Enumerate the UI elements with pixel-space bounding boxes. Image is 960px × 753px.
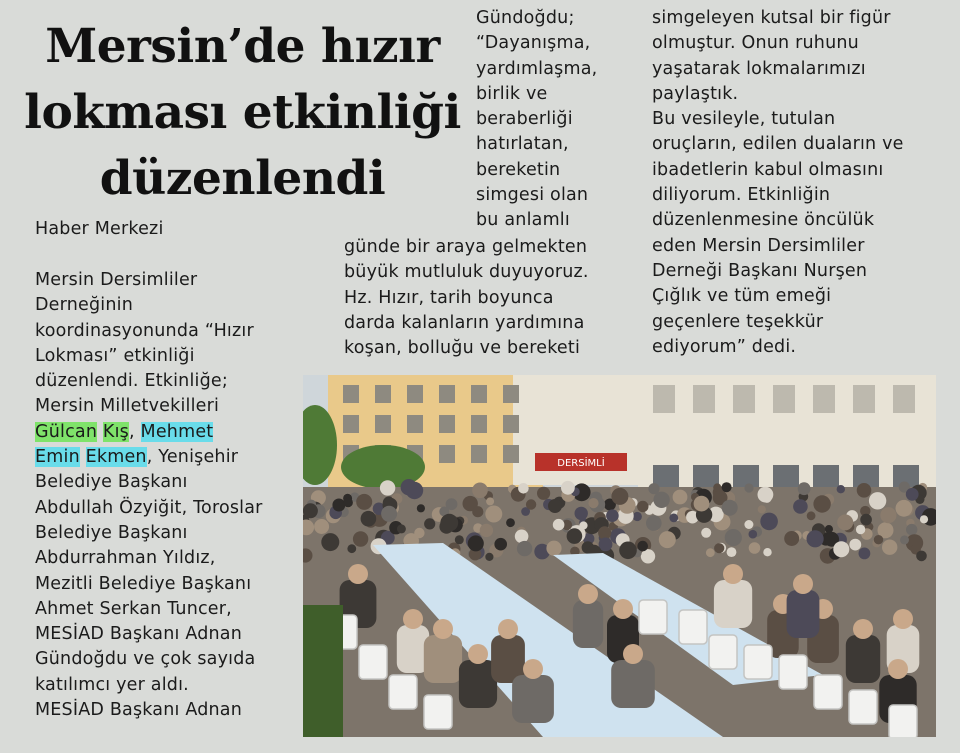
body-line: MESİAD Başkanı Adnan (35, 700, 243, 721)
body-line: düzenlenmesine öncülük (652, 210, 875, 231)
photo-crowd-person (517, 541, 532, 556)
photo-chair (779, 655, 807, 689)
photo-crowd-person (849, 539, 861, 551)
photo-crowd-person (760, 513, 778, 531)
photo-crowd-person (486, 497, 494, 505)
photo-crowd-person (744, 520, 753, 529)
photo-window (733, 385, 755, 413)
photo-person-head (793, 574, 813, 594)
photo-crowd-person (537, 487, 550, 500)
photo-person-head (613, 599, 633, 619)
body-line: Çığlık ve tüm emeği (652, 286, 832, 307)
photo-crowd-person (825, 525, 833, 533)
photo-window (407, 415, 423, 433)
photo-window (343, 385, 359, 403)
body-line: Belediye Başkanı (35, 472, 188, 493)
photo-crowd-person (874, 535, 883, 544)
photo-crowd-person (397, 524, 406, 533)
body-line: diliyorum. Etkinliğin (652, 185, 831, 206)
headline-line-2: lokması etkinliği (24, 85, 461, 140)
photo-crowd-person (722, 482, 732, 492)
photo-crowd-person (575, 507, 588, 520)
body-line: ibadetlerin kabul olmasını (652, 159, 884, 180)
photo-crowd-person (669, 514, 678, 523)
photo-crowd-person (417, 504, 425, 512)
photo-crowd-person (606, 509, 619, 522)
body-text-segment: , Yenişehir (146, 447, 239, 468)
body-line: düzenlendi. Etkinliğe; (35, 371, 228, 392)
article-column-2-wide (344, 235, 589, 361)
body-line: bu anlamlı (476, 210, 570, 231)
photo-crowd-person (494, 538, 507, 551)
photo-crowd-person (807, 511, 816, 520)
photo-crowd-person (646, 515, 662, 531)
body-line: eden Mersin Dersimliler (652, 235, 865, 256)
photo-crowd-person (353, 531, 368, 546)
photo-chair (849, 690, 877, 724)
event-photo-illustration (303, 375, 936, 737)
photo-crowd-person (518, 483, 529, 494)
photo-crowd-person (920, 515, 928, 523)
photo-crowd-person (860, 514, 872, 526)
body-line: yaşatarak lokmalarımızı (652, 58, 866, 79)
body-line: Gündoğdu ve çok sayıda (35, 649, 256, 670)
photo-seated-person (512, 675, 554, 723)
body-line: simgesi olan (476, 185, 589, 206)
photo-crowd-person (727, 547, 737, 557)
photo-crowd-person (440, 514, 458, 532)
body-line: Ahmet Serkan Tuncer, (35, 598, 232, 619)
photo-crowd-person (725, 529, 742, 546)
photo-person-head (893, 609, 913, 629)
photo-crowd-person (356, 494, 372, 510)
photo-crowd-person (749, 542, 761, 554)
body-line: birlik ve (476, 83, 548, 104)
body-line: darda kalanların yardımına (344, 312, 585, 333)
article-column-3 (652, 6, 904, 360)
photo-crowd-person (579, 521, 587, 529)
photo-crowd-person (837, 485, 845, 493)
headline-line-1: Mersin’de hızır (45, 19, 440, 74)
photo-crowd-person (758, 487, 774, 503)
photo-crowd-person (347, 544, 356, 553)
photo-crowd-person (506, 518, 515, 527)
photo-window (693, 385, 715, 413)
photo-crowd-person (763, 548, 771, 556)
photo-window (653, 385, 675, 413)
photo-crowd-person (659, 531, 676, 548)
body-line: Gündoğdu; (476, 8, 575, 28)
body-line: Abdurrahman Yıldız, (35, 548, 216, 569)
body-line: Bu vesileyle, tutulan (652, 109, 836, 130)
photo-window (471, 445, 487, 463)
body-line: Hz. Hızır, tarih boyunca (344, 287, 554, 308)
article-headline (20, 14, 465, 212)
body-line: paylaştık. (652, 83, 739, 104)
photo-crowd-person (882, 540, 897, 555)
photo-crowd-person (749, 530, 758, 539)
photo-window (813, 385, 835, 413)
photo-window (343, 415, 359, 433)
photo-person-head (433, 619, 453, 639)
photo-seated-person (787, 590, 820, 638)
photo-crowd-person (906, 524, 917, 535)
photo-crowd-person (637, 501, 648, 512)
photo-crowd-person (588, 498, 598, 508)
highlight-name-mehmet: Mehmet (140, 421, 214, 442)
photo-window (503, 385, 519, 403)
photo-crowd-person (472, 483, 488, 499)
photo-crowd-person (424, 518, 435, 529)
photo-crowd-person (784, 531, 799, 546)
photo-crowd-person (916, 551, 927, 562)
photo-seated-person (846, 635, 880, 683)
photo-person-head (853, 619, 873, 639)
photo-crowd-person (637, 541, 648, 552)
photo-crowd-person (833, 541, 849, 557)
photo-crowd-person (857, 483, 872, 498)
photo-window (503, 445, 519, 463)
photo-crowd-person (906, 488, 919, 501)
photo-crowd-person (515, 530, 529, 544)
photo-crowd-person (859, 548, 871, 560)
body-line: bereketin (476, 159, 561, 180)
photo-crowd-person (653, 492, 669, 508)
photo-crowd-person (807, 530, 824, 547)
photo-crowd-person (706, 548, 715, 557)
photo-crowd-person (303, 503, 318, 518)
photo-person-head (723, 564, 743, 584)
body-line: beraberliği (476, 109, 573, 130)
body-line-mp2 (35, 445, 263, 470)
photo-crowd-person (856, 525, 865, 534)
body-line: oruçların, edilen duaların ve (652, 134, 904, 155)
photo-crowd-person (526, 499, 536, 509)
photo-window (439, 385, 455, 403)
photo-crowd-person (837, 514, 853, 530)
photo-crowd-person (553, 519, 565, 531)
body-line: Mersin Milletvekilleri (35, 396, 220, 417)
photo-window (773, 385, 795, 413)
photo-chair (359, 645, 387, 679)
photo-person-head (348, 564, 368, 584)
photo-crowd-person (468, 535, 484, 551)
photo-crowd-person (561, 481, 575, 495)
photo-crowd-person (813, 495, 830, 512)
comma-separator: , (128, 421, 135, 442)
photo-chair (814, 675, 842, 709)
body-line: ediyorum” dedi. (652, 336, 797, 357)
photo-person-head (623, 644, 643, 664)
photo-crowd-person (321, 533, 339, 551)
body-line: geçenlere teşekkür (652, 311, 824, 332)
photo-crowd-person (485, 553, 493, 561)
event-photo (303, 375, 936, 737)
body-line: simgeleyen kutsal bir figür (652, 8, 891, 28)
highlight-name-kis: Kış (102, 421, 129, 442)
photo-crowd-person (758, 505, 766, 513)
photo-window (503, 415, 519, 433)
photo-crowd-person (896, 500, 913, 517)
body-line: Belediye Başkanı (35, 522, 188, 543)
photo-crowd-person (619, 542, 637, 560)
photo-crowd-person (381, 506, 397, 522)
photo-window (853, 385, 875, 413)
body-line: Mersin Dersimliler (35, 270, 198, 290)
photo-crowd-person (567, 528, 583, 544)
photo-person-head (888, 659, 908, 679)
photo-crowd-person (598, 526, 611, 539)
photo-plants (303, 605, 343, 737)
body-line: günde bir araya gelmekten (344, 237, 588, 257)
photo-crowd-person (900, 535, 909, 544)
photo-crowd-person (611, 488, 628, 505)
body-line: büyük mutluluk duyuyoruz. (344, 262, 589, 283)
photo-chair (639, 600, 667, 634)
body-line: koşan, bolluğu ve bereketi (344, 338, 581, 359)
body-line: Derneğinin (35, 295, 134, 316)
highlight-name-ekmen: Ekmen (85, 447, 147, 468)
photo-seated-person (424, 635, 462, 683)
photo-crowd-person (401, 479, 417, 495)
highlight-name-gulcan: Gülcan (35, 421, 98, 442)
photo-crowd-person (713, 483, 721, 491)
body-line: yardımlaşma, (476, 58, 598, 79)
body-line: Derneği Başkanı Nurşen (652, 260, 868, 281)
photo-window (375, 385, 391, 403)
photo-window (407, 385, 423, 403)
photo-crowd-person (332, 499, 345, 512)
photo-chair (679, 610, 707, 644)
photo-crowd-person (869, 492, 886, 509)
body-line: hatırlatan, (476, 134, 569, 155)
photo-window (471, 415, 487, 433)
photo-person-head (498, 619, 518, 639)
photo-chair (389, 675, 417, 709)
article-column-2 (476, 6, 597, 234)
photo-crowd-person (455, 535, 464, 544)
body-line: Lokması” etkinliği (35, 345, 195, 366)
body-line: Mezitli Belediye Başkanı (35, 573, 252, 594)
photo-seated-person (573, 600, 603, 648)
photo-chair (709, 635, 737, 669)
byline: Haber Merkezi (35, 219, 164, 239)
photo-crowd-person (633, 512, 642, 521)
photo-seated-person (611, 660, 655, 708)
photo-crowd-person (714, 543, 724, 553)
photo-crowd-person (480, 524, 493, 537)
body-line: Abdullah Özyiğit, Toroslar (35, 497, 263, 518)
photo-window (439, 415, 455, 433)
photo-person-head (468, 644, 488, 664)
body-line-mp1 (35, 420, 263, 445)
headline-line-3: düzenlendi (99, 151, 386, 206)
photo-person-head (403, 609, 423, 629)
photo-crowd-person (880, 507, 896, 523)
photo-crowd-person (546, 541, 561, 556)
photo-crowd-person (472, 506, 483, 517)
photo-person-head (523, 659, 543, 679)
photo-crowd-person (361, 511, 377, 527)
article-column-1 (35, 268, 263, 723)
photo-chair (889, 705, 917, 737)
body-line: “Dayanışma, (476, 33, 591, 54)
photo-crowd-person (485, 506, 502, 523)
photo-crowd-person (343, 498, 353, 508)
photo-chair (424, 695, 452, 729)
photo-person-head (578, 584, 598, 604)
body-line: MESİAD Başkanı Adnan (35, 624, 243, 645)
photo-crowd-person (793, 499, 808, 514)
photo-window (375, 415, 391, 433)
highlight-name-emin: Emin (35, 447, 80, 468)
photo-crowd-person (548, 499, 562, 513)
photo-crowd-person (380, 480, 395, 495)
photo-crowd-person (744, 483, 753, 492)
body-line: olmuştur. Onun ruhunu (652, 33, 859, 54)
photo-window (439, 445, 455, 463)
photo-crowd-person (701, 528, 711, 538)
photo-crowd-person (798, 482, 811, 495)
photo-window (471, 385, 487, 403)
photo-crowd-person (694, 496, 710, 512)
photo-window (893, 385, 915, 413)
photo-crowd-person (722, 500, 738, 516)
photo-crowd-person (314, 519, 329, 534)
body-line: koordinasyonunda “Hızır (35, 320, 254, 341)
photo-crowd-person (673, 490, 688, 505)
photo-shop-sign-text: DERSİMLİ (557, 458, 605, 469)
body-line: katılımcı yer aldı. (35, 674, 189, 695)
photo-chair (744, 645, 772, 679)
photo-seated-person (714, 580, 752, 628)
